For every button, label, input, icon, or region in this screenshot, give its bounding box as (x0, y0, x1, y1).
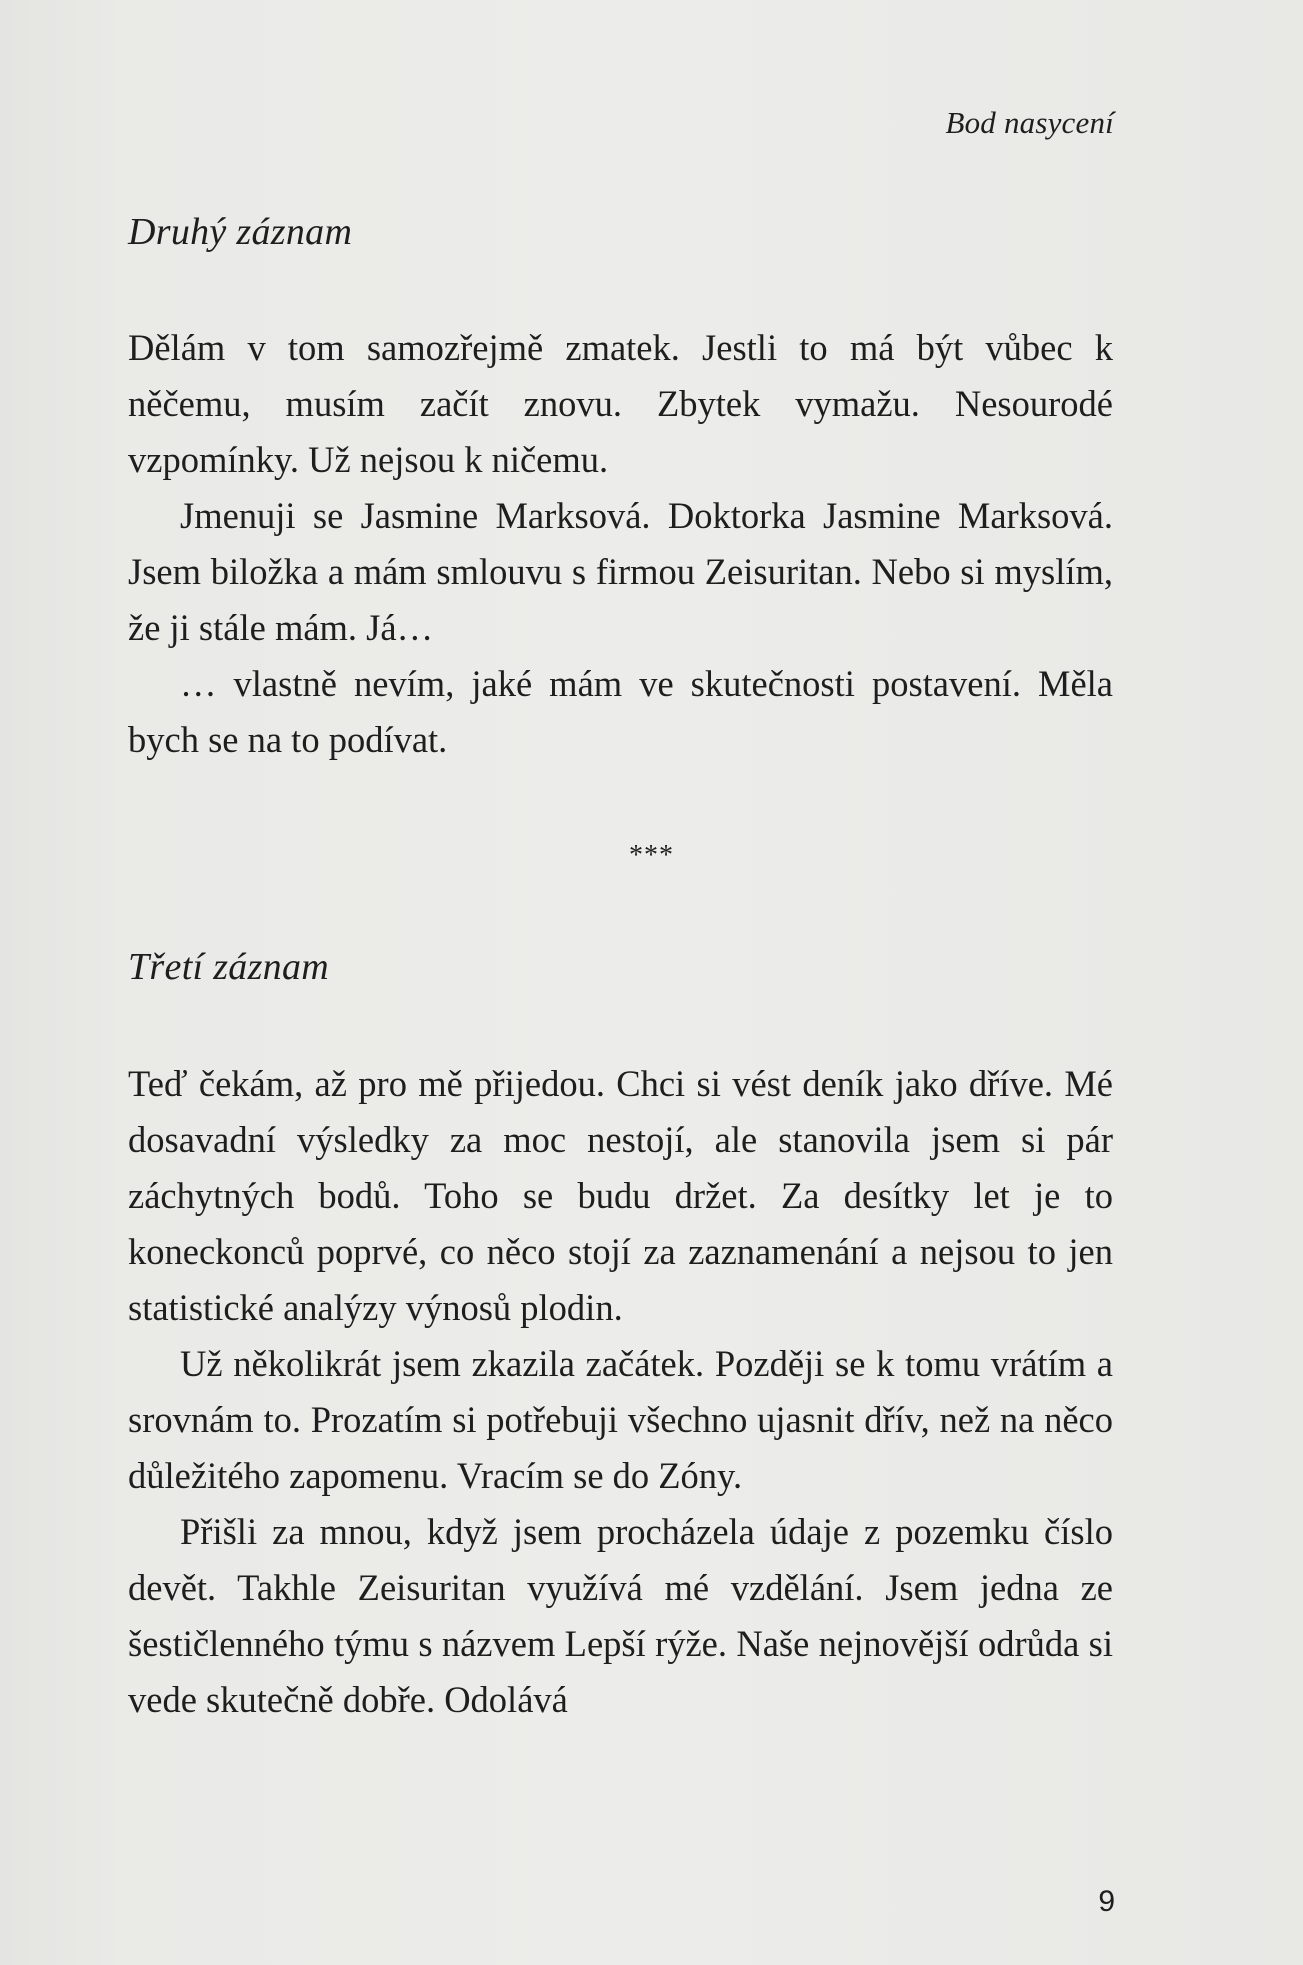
section-body (128, 320, 1113, 768)
paragraph: Dělám v tom samozřejmě zmatek. Jestli to má být vůbec k něčemu, musím začít znovu. Zbytek vymažu. Nesourodé vzpomínky. Už nejsou k ničemu. (128, 327, 1113, 480)
paragraph: … vlastně nevím, jaké mám ve skutečnosti postavení. Měla bych se na to podívat. (128, 663, 1113, 760)
section-heading: Třetí záznam (128, 946, 330, 988)
paragraph: Přišli za mnou, když jsem procházela údaje z pozemku číslo devět. Takhle Zeisuritan využívá mé vzdělání. Jsem jedna ze šestičlenného týmu s názvem Lepší rýže. Naše nejnovější odrůda si vede skutečně dobře. Odolává (128, 1511, 1113, 1720)
paragraph: Už několikrát jsem zkazila začátek. Později se k tomu vrátím a srovnám to. Prozatím si potřebuji všechno ujasnit dřív, než na něco důležitého zapomenu. Vracím se do Zóny. (128, 1343, 1113, 1496)
section-body (128, 1056, 1113, 1728)
section-separator: *** (629, 840, 674, 871)
paragraph: Teď čekám, až pro mě přijedou. Chci si vést deník jako dříve. Mé dosavadní výsledky za moc nestojí, ale stanovila jsem si pár záchytných bodů. Toho se budu držet. Za desítky let je to koneckonců poprvé, co něco stojí za zaznamenání a nejsou to jen statistické analýzy výnosů plodin. (128, 1063, 1113, 1328)
section-heading: Druhý záznam (128, 211, 353, 253)
page-number: 9 (1098, 1885, 1115, 1918)
running-head: Bod nasycení (945, 105, 1114, 140)
paragraph: Jmenuji se Jasmine Marksová. Doktorka Jasmine Marksová. Jsem biložka a mám smlouvu s firmou Zeisuritan. Nebo si myslím, že ji stále mám. Já… (128, 495, 1113, 648)
